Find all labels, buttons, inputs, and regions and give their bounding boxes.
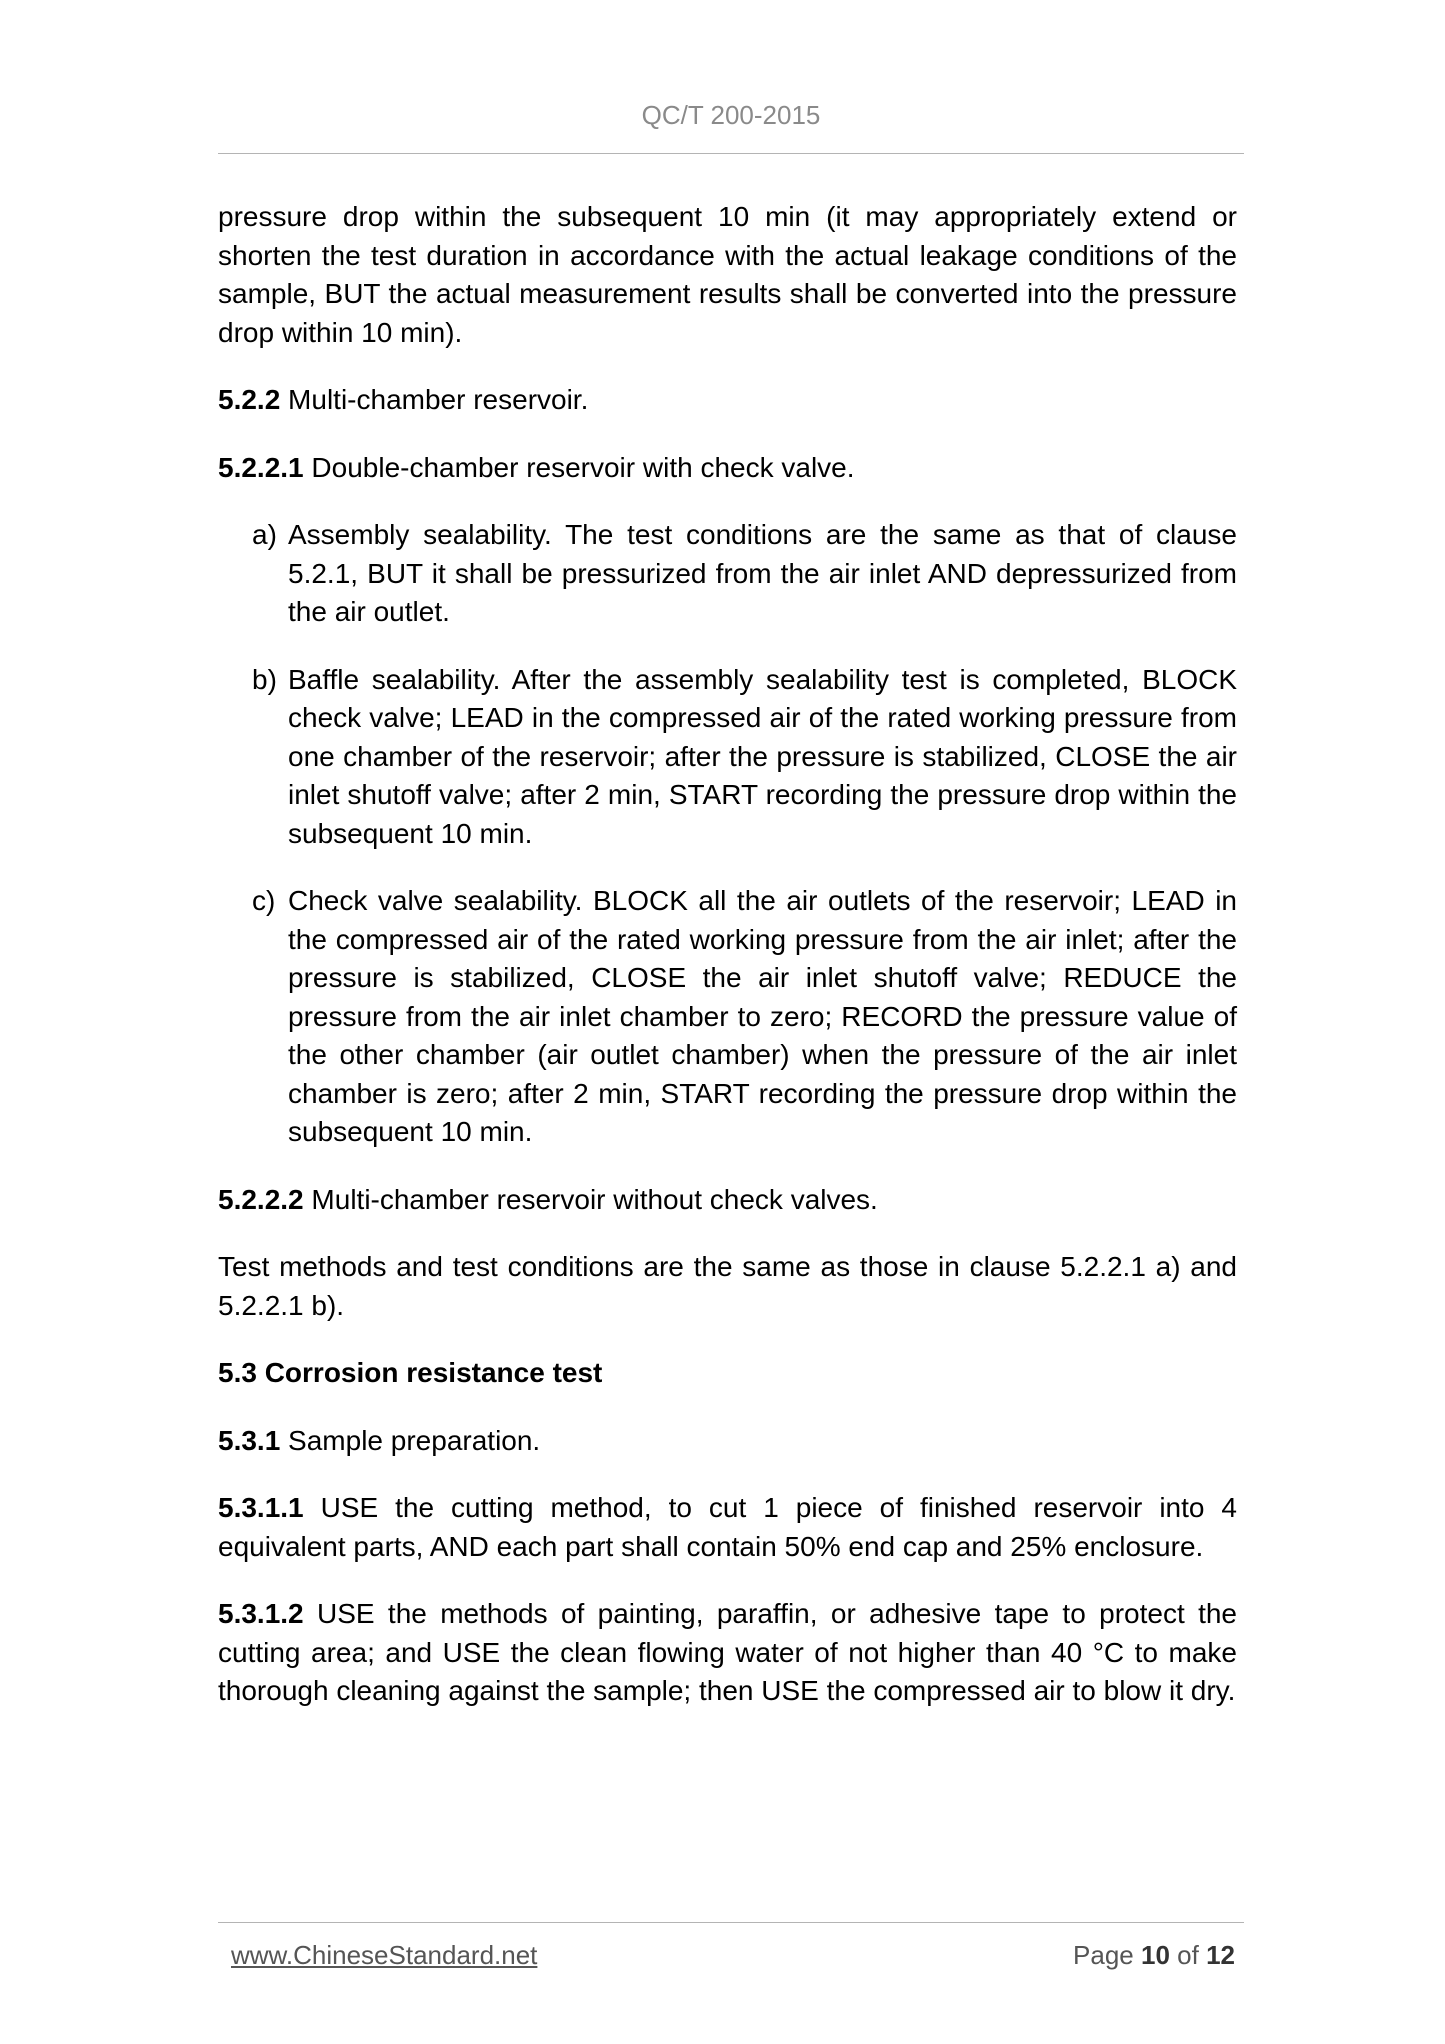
clause-number: 5.3.1 (218, 1424, 281, 1456)
total-pages: 12 (1206, 1940, 1235, 1970)
list-text: Check valve sealability. BLOCK all the air outlets of the reservoir; LEAD in the compressed air of the rated working pressure from the air inlet; after the pressure is stabilized, CLOSE the air inlet shutoff valve; REDUCE the pressure from the air inlet chamber to zero; RECORD the pressure value of the other chamber (air outlet chamber) when the pressure of the air inlet chamber is zero; after 2 min, START recording the pressure drop within the subsequent 10 min. (288, 885, 1237, 1147)
list-item-c (218, 882, 1237, 1152)
list-marker: b) (252, 663, 277, 695)
clause-5-2-2-1 (218, 449, 1237, 488)
list-item-b (218, 661, 1237, 854)
page-of-label: of (1177, 1940, 1199, 1970)
list-text: Baffle sealability. After the assembly sealability test is completed, BLOCK check valve; LEAD in the compressed air of the rated working pressure from one chamber of the reservoir; after the pressure is stabilized, CLOSE the air inlet shutoff valve; after 2 min, START recording the pressure drop within the subsequent 10 min. (288, 663, 1237, 849)
clause-text: USE the cutting method, to cut 1 piece of finished reservoir into 4 equivalent parts, AND each part shall contain 50% end cap and 25% enclosure. (218, 1492, 1237, 1562)
section-heading-5-3: 5.3 Corrosion resistance test (218, 1357, 603, 1388)
clause-text: USE the methods of painting, paraffin, or adhesive tape to protect the cutting area; and USE the clean flowing water of not higher than 40 °C to make thorough cleaning against the sample; then USE the compressed air to blow it dry. (218, 1598, 1237, 1706)
clause-5-3-1-1 (218, 1489, 1237, 1566)
clause-number: 5.3.1.2 (218, 1598, 304, 1629)
header-divider (218, 153, 1244, 154)
list-marker: c) (252, 885, 276, 916)
clause-5-3-1 (218, 1422, 1237, 1461)
clause-text: Multi-chamber reservoir. (280, 384, 589, 415)
clause-text: Double-chamber reservoir with check valve. (303, 451, 855, 483)
clause-number: 5.2.2.1 (218, 451, 304, 483)
clause-5-2-2 (218, 381, 1237, 420)
current-page: 10 (1141, 1940, 1170, 1970)
clause-5-2-2-2 (218, 1181, 1237, 1220)
clause-number: 5.3.1.1 (218, 1492, 304, 1523)
document-body (218, 198, 1237, 1740)
clause-number: 5.2.2 (218, 384, 281, 415)
intro-paragraph: pressure drop within the subsequent 10 min (it may appropriately extend or shorten the test duration in accordance with the actual leakage conditions of the sample, BUT the actual measurement results shall be converted into the pressure drop within 10 min). (218, 201, 1237, 348)
list-text: Assembly sealability. The test conditions are the same as that of clause 5.2.1, BUT it shall be pressurized from the air inlet AND depressurized from the air outlet. (288, 519, 1237, 627)
website-link[interactable]: www.ChineseStandard.net (231, 1940, 538, 1970)
clause-text: Multi-chamber reservoir without check valves. (303, 1183, 878, 1215)
page-header: QC/T 200-2015 (641, 100, 821, 130)
test-methods-paragraph: Test methods and test conditions are the same as those in clause 5.2.2.1 a) and 5.2.2.1 b). (218, 1251, 1237, 1321)
clause-number: 5.2.2.2 (218, 1183, 304, 1215)
page-number (1073, 1940, 1235, 1971)
clause-text: Sample preparation. (280, 1424, 541, 1456)
clause-5-3-1-2 (218, 1595, 1237, 1711)
page-label: Page (1073, 1940, 1134, 1970)
list-item-a (218, 516, 1237, 632)
list-marker: a) (252, 519, 277, 550)
footer-divider (218, 1922, 1244, 1923)
